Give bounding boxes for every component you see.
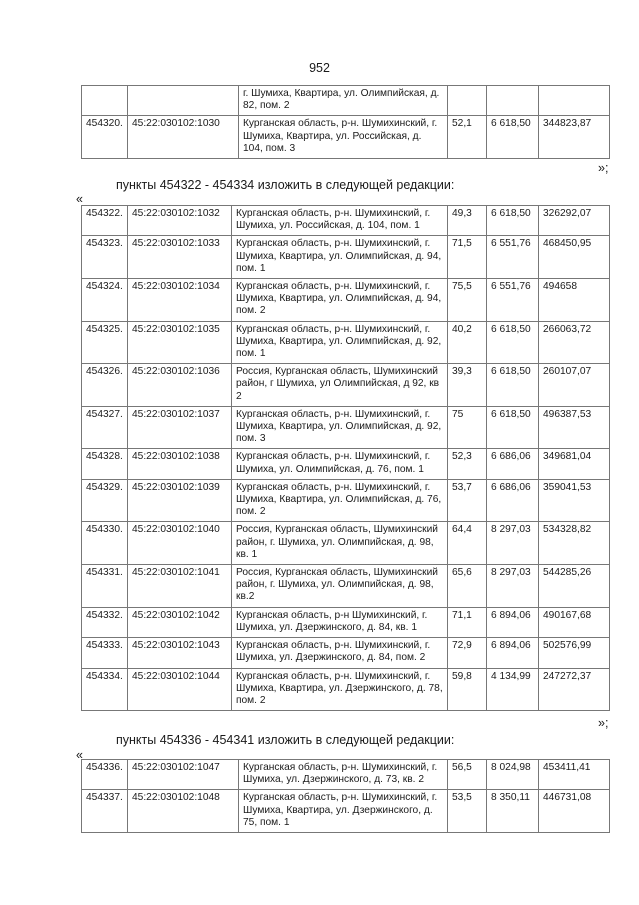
rate-cell: 4 134,99 [487, 668, 539, 711]
instruction-text-2: пункты 454336 - 454341 изложить в следующей редакции: [116, 733, 455, 747]
cadastral-value-cell: 349681,04 [539, 449, 610, 479]
table-row [82, 449, 610, 479]
area-cell: 64,4 [448, 522, 487, 565]
table-row [82, 86, 610, 116]
table-row [82, 364, 610, 407]
cadastral-value-cell: 326292,07 [539, 206, 610, 236]
rate-cell: 6 894,06 [487, 607, 539, 637]
table-row [82, 206, 610, 236]
row-number-cell: 454331. [82, 565, 128, 608]
table-row [82, 522, 610, 565]
address-cell: Курганская область, р-н. Шумихинский, г. Шумиха, Квартира, ул. Дзержинского, д. 78, пом. 2 [232, 668, 448, 711]
rate-cell: 6 618,50 [487, 206, 539, 236]
cadastral-number-cell: 45:22:030102:1037 [128, 406, 232, 449]
area-cell: 40,2 [448, 321, 487, 364]
row-number-cell: 454324. [82, 279, 128, 322]
register-table-2 [81, 205, 610, 711]
address-cell: Курганская область, р-н. Шумихинский, г. Шумиха, Квартира, ул. Олимпийская, д. 94, пом. 1 [232, 236, 448, 279]
cadastral-number-cell: 45:22:030102:1042 [128, 607, 232, 637]
row-number-cell [82, 86, 128, 116]
rate-cell: 8 024,98 [487, 760, 539, 790]
address-cell: Курганская область, р-н. Шумихинский, г. Шумиха, ул. Олимпийская, д. 76, пом. 1 [232, 449, 448, 479]
area-cell: 75 [448, 406, 487, 449]
row-number-cell: 454337. [82, 790, 128, 833]
rate-cell: 6 618,50 [487, 321, 539, 364]
table-row [82, 668, 610, 711]
rate-cell: 6 894,06 [487, 638, 539, 668]
cadastral-value-cell: 544285,26 [539, 565, 610, 608]
rate-cell [487, 86, 539, 116]
cadastral-number-cell: 45:22:030102:1032 [128, 206, 232, 236]
address-cell: Курганская область, р-н. Шумихинский, г. Шумиха, Квартира, ул. Олимпийская, д. 76, пом. 2 [232, 479, 448, 522]
area-cell: 39,3 [448, 364, 487, 407]
register-table-1-body [82, 86, 610, 159]
rate-cell: 6 618,50 [487, 116, 539, 159]
rate-cell: 6 618,50 [487, 406, 539, 449]
cadastral-value-cell: 494658 [539, 279, 610, 322]
cadastral-value-cell: 534328,82 [539, 522, 610, 565]
row-number-cell: 454329. [82, 479, 128, 522]
register-table-1 [81, 85, 610, 159]
area-cell: 53,5 [448, 790, 487, 833]
table-row [82, 479, 610, 522]
area-cell: 56,5 [448, 760, 487, 790]
page-number: 952 [309, 61, 330, 75]
area-cell: 65,6 [448, 565, 487, 608]
address-cell: Курганская область, р-н Шумихинский, г. Шумиха, ул. Дзержинского, д. 84, кв. 1 [232, 607, 448, 637]
table-row [82, 236, 610, 279]
address-cell: г. Шумиха, Квартира, ул. Олимпийская, д. 82, пом. 2 [239, 86, 448, 116]
cadastral-value-cell: 359041,53 [539, 479, 610, 522]
opening-quote-2: « [76, 748, 83, 762]
cadastral-value-cell: 344823,87 [539, 116, 610, 159]
cadastral-value-cell: 260107,07 [539, 364, 610, 407]
table-row [82, 565, 610, 608]
row-number-cell: 454330. [82, 522, 128, 565]
row-number-cell: 454323. [82, 236, 128, 279]
register-table-2-body [82, 206, 610, 711]
address-cell: Россия, Курганская область, Шумихинский район, г. Шумиха, ул. Олимпийская, д. 98, кв. 1 [232, 522, 448, 565]
row-number-cell: 454320. [82, 116, 128, 159]
cadastral-value-cell: 502576,99 [539, 638, 610, 668]
area-cell: 71,5 [448, 236, 487, 279]
rate-cell: 8 297,03 [487, 522, 539, 565]
cadastral-value-cell: 468450,95 [539, 236, 610, 279]
rate-cell: 8 297,03 [487, 565, 539, 608]
cadastral-value-cell [539, 86, 610, 116]
address-cell: Россия, Курганская область, Шумихинский район, г. Шумиха, ул. Олимпийская, д. 98, кв.2 [232, 565, 448, 608]
area-cell: 52,1 [448, 116, 487, 159]
table-row [82, 790, 610, 833]
rate-cell: 6 686,06 [487, 479, 539, 522]
row-number-cell: 454325. [82, 321, 128, 364]
cadastral-value-cell: 490167,68 [539, 607, 610, 637]
rate-cell: 6 551,76 [487, 236, 539, 279]
cadastral-value-cell: 453411,41 [539, 760, 610, 790]
closing-quote-1: »; [598, 161, 609, 175]
table-row [82, 406, 610, 449]
table-row [82, 760, 610, 790]
closing-quote-2: »; [598, 716, 609, 730]
cadastral-number-cell: 45:22:030102:1038 [128, 449, 232, 479]
rate-cell: 8 350,11 [487, 790, 539, 833]
cadastral-number-cell: 45:22:030102:1048 [128, 790, 239, 833]
address-cell: Курганская область, р-н. Шумихинский, г. Шумиха, Квартира, ул. Российская, д. 104, пом. 3 [239, 116, 448, 159]
area-cell: 71,1 [448, 607, 487, 637]
address-cell: Курганская область, р-н. Шумихинский, г. Шумиха, Квартира, ул. Олимпийская, д. 92, пом. 1 [232, 321, 448, 364]
table-row [82, 279, 610, 322]
area-cell: 59,8 [448, 668, 487, 711]
address-cell: Курганская область, р-н. Шумихинский, г. Шумиха, Квартира, ул. Дзержинского, д. 75, пом. 1 [239, 790, 448, 833]
register-table-3-body [82, 760, 610, 833]
cadastral-number-cell: 45:22:030102:1040 [128, 522, 232, 565]
address-cell: Курганская область, р-н. Шумихинский, г. Шумиха, Квартира, ул. Олимпийская, д. 92, пом. 3 [232, 406, 448, 449]
row-number-cell: 454334. [82, 668, 128, 711]
table-row [82, 116, 610, 159]
row-number-cell: 454332. [82, 607, 128, 637]
rate-cell: 6 686,06 [487, 449, 539, 479]
cadastral-number-cell [128, 86, 239, 116]
cadastral-value-cell: 496387,53 [539, 406, 610, 449]
address-cell: Курганская область, р-н. Шумихинский, г. Шумиха, ул. Дзержинского, д. 84, пом. 2 [232, 638, 448, 668]
address-cell: Курганская область, р-н. Шумихинский, г. Шумиха, Квартира, ул. Олимпийская, д. 94, пом. 2 [232, 279, 448, 322]
cadastral-value-cell: 247272,37 [539, 668, 610, 711]
opening-quote-1: « [76, 192, 83, 206]
table-row [82, 638, 610, 668]
cadastral-number-cell: 45:22:030102:1036 [128, 364, 232, 407]
cadastral-value-cell: 446731,08 [539, 790, 610, 833]
row-number-cell: 454328. [82, 449, 128, 479]
instruction-text-1: пункты 454322 - 454334 изложить в следующей редакции: [116, 178, 455, 192]
cadastral-number-cell: 45:22:030102:1043 [128, 638, 232, 668]
table-row [82, 321, 610, 364]
address-cell: Курганская область, р-н. Шумихинский, г. Шумиха, ул. Российская, д. 104, пом. 1 [232, 206, 448, 236]
register-table-3 [81, 759, 610, 833]
cadastral-number-cell: 45:22:030102:1047 [128, 760, 239, 790]
cadastral-number-cell: 45:22:030102:1033 [128, 236, 232, 279]
address-cell: Россия, Курганская область, Шумихинский район, г Шумиха, ул Олимпийская, д 92, кв 2 [232, 364, 448, 407]
row-number-cell: 454333. [82, 638, 128, 668]
address-cell: Курганская область, р-н. Шумихинский, г. Шумиха, ул. Дзержинского, д. 73, кв. 2 [239, 760, 448, 790]
row-number-cell: 454327. [82, 406, 128, 449]
cadastral-number-cell: 45:22:030102:1030 [128, 116, 239, 159]
row-number-cell: 454336. [82, 760, 128, 790]
cadastral-number-cell: 45:22:030102:1035 [128, 321, 232, 364]
row-number-cell: 454322. [82, 206, 128, 236]
cadastral-number-cell: 45:22:030102:1044 [128, 668, 232, 711]
cadastral-number-cell: 45:22:030102:1041 [128, 565, 232, 608]
row-number-cell: 454326. [82, 364, 128, 407]
area-cell [448, 86, 487, 116]
area-cell: 53,7 [448, 479, 487, 522]
cadastral-number-cell: 45:22:030102:1039 [128, 479, 232, 522]
area-cell: 75,5 [448, 279, 487, 322]
cadastral-value-cell: 266063,72 [539, 321, 610, 364]
area-cell: 72,9 [448, 638, 487, 668]
table-row [82, 607, 610, 637]
rate-cell: 6 618,50 [487, 364, 539, 407]
area-cell: 52,3 [448, 449, 487, 479]
area-cell: 49,3 [448, 206, 487, 236]
cadastral-number-cell: 45:22:030102:1034 [128, 279, 232, 322]
rate-cell: 6 551,76 [487, 279, 539, 322]
